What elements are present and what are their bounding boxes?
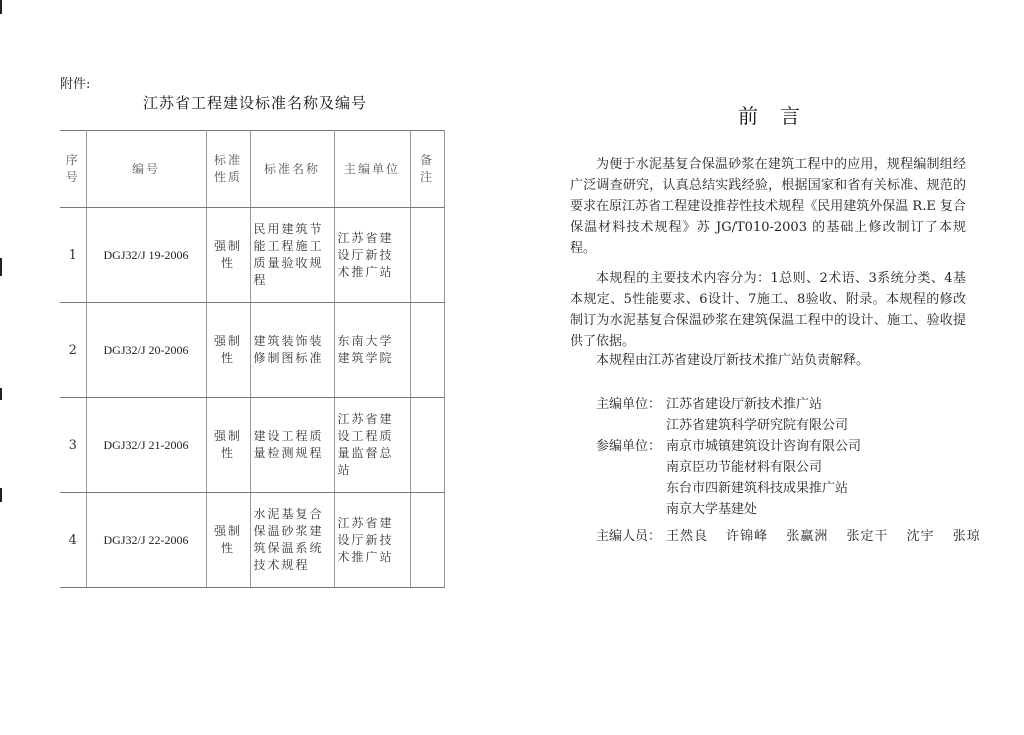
table-header-row [60, 131, 444, 208]
row-name: 建筑装饰装修制图标准 [250, 303, 334, 398]
co-editor-unit: 东台市四新建筑科技成果推广站 [666, 481, 849, 496]
scan-edge-mark [0, 0, 2, 14]
row-index: 3 [60, 398, 86, 493]
table-row [60, 208, 444, 303]
staff-name: 张琼 [952, 529, 981, 544]
preface-title: 前言 [738, 104, 822, 128]
staff-name: 张赢洲 [786, 529, 829, 544]
row-index: 4 [60, 493, 86, 588]
table-title: 江苏省工程建设标准名称及编号 [143, 94, 368, 112]
row-editor: 江苏省建设厅新技术推广站 [334, 493, 410, 588]
table-row [60, 493, 444, 588]
staff-name: 许锦峰 [726, 529, 769, 544]
attachment-label: 附件: [60, 77, 91, 92]
row-note [410, 208, 444, 303]
staff-label: 主编人员： [596, 529, 662, 544]
row-code: DGJ32/J 22-2006 [86, 493, 206, 588]
row-name: 建设工程质量检测规程 [250, 398, 334, 493]
scan-edge-mark [0, 388, 2, 400]
row-note [410, 303, 444, 398]
header-nature: 标准性质 [206, 131, 250, 208]
table-row [60, 398, 444, 493]
row-editor: 东南大学建筑学院 [334, 303, 410, 398]
co-editor-label: 参编单位： [596, 439, 662, 454]
staff-name: 王然良 [666, 529, 709, 544]
header-name: 标准名称 [250, 131, 334, 208]
chief-editor-label: 主编单位： [596, 397, 662, 412]
header-note: 备注 [410, 131, 444, 208]
preface-paragraph: 为便于水泥基复合保温砂浆在建筑工程中的应用，规程编制组经广泛调查研究，认真总结实践经验，根据国家和省有关标准、规范的要求在原江苏省工程建设推荐性技术规程《民用建筑外保温 R.E 复合保温材料技术规程》苏 JG/T010-2003 的基础上修改制订了本规程。 [570, 157, 966, 256]
row-editor: 江苏省建设工程质量监督总站 [334, 398, 410, 493]
row-name: 水泥基复合保温砂浆建筑保温系统技术规程 [250, 493, 334, 588]
scan-edge-mark [0, 258, 2, 276]
row-note [410, 493, 444, 588]
row-code: DGJ32/J 19-2006 [86, 208, 206, 303]
header-editor: 主编单位 [334, 131, 410, 208]
co-editor-unit: 南京大学基建处 [666, 502, 758, 517]
co-editor-unit: 南京市城镇建筑设计咨询有限公司 [666, 439, 862, 454]
row-nature: 强制性 [206, 303, 250, 398]
row-index: 2 [60, 303, 86, 398]
table-row [60, 303, 444, 398]
scan-edge-mark [0, 488, 2, 502]
preface-paragraph: 本规程的主要技术内容分为：1总则、2术语、3系统分类、4基本规定、5性能要求、6设计、7施工、8验收、附录。本规程的修改制订为水泥基复合保温砂浆在建筑保温工程中的设计、施工、验收提供了依据。 [570, 271, 966, 349]
staff-name: 沈宇 [906, 529, 935, 544]
row-nature: 强制性 [206, 493, 250, 588]
co-editor-unit: 南京臣功节能材料有限公司 [666, 460, 823, 475]
staff-name: 张定干 [846, 529, 889, 544]
standards-table [60, 130, 445, 588]
row-nature: 强制性 [206, 398, 250, 493]
header-code: 编号 [86, 131, 206, 208]
row-name: 民用建筑节能工程施工质量验收规程 [250, 208, 334, 303]
row-editor: 江苏省建设厅新技术推广站 [334, 208, 410, 303]
row-code: DGJ32/J 20-2006 [86, 303, 206, 398]
row-note [410, 398, 444, 493]
preface-paragraph: 本规程由江苏省建设厅新技术推广站负责解释。 [596, 353, 870, 368]
row-index: 1 [60, 208, 86, 303]
row-code: DGJ32/J 21-2006 [86, 398, 206, 493]
chief-editor-unit: 江苏省建筑科学研究院有限公司 [666, 418, 849, 433]
row-nature: 强制性 [206, 208, 250, 303]
chief-editor-unit: 江苏省建设厅新技术推广站 [666, 397, 823, 412]
credits-block [596, 394, 1016, 547]
header-index: 序号 [60, 131, 86, 208]
